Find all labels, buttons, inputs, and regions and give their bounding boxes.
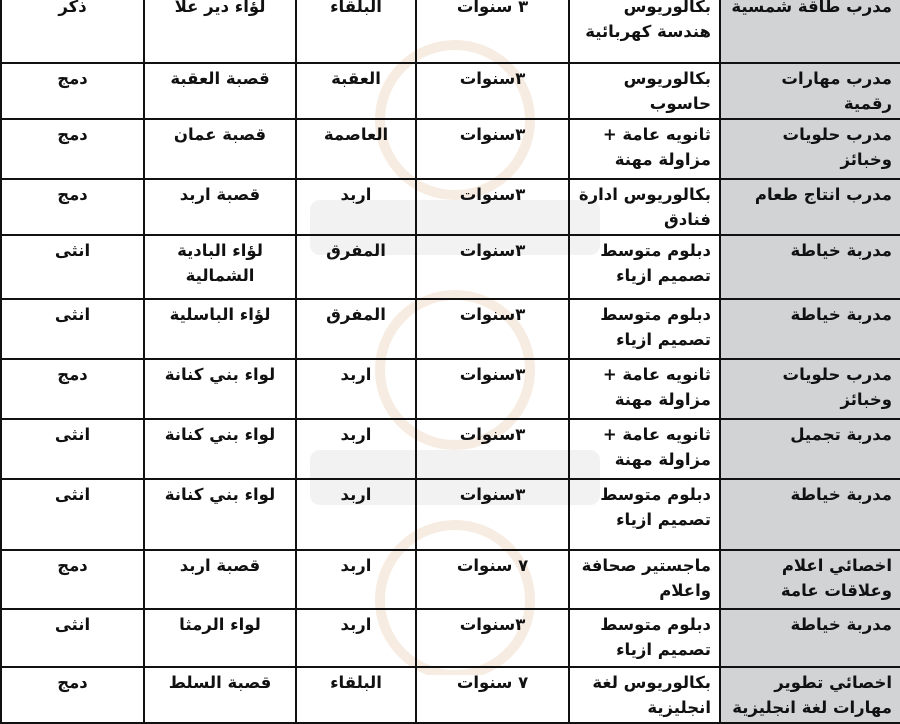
table-row (1, 609, 900, 667)
job-title-cell: مدربة تجميل (720, 419, 900, 479)
experience-cell: ٣سنوات (416, 119, 569, 179)
experience-cell: ٣سنوات (416, 63, 569, 119)
qualification-cell: دبلوم متوسط تصميم ازياء (569, 609, 720, 667)
table-row (1, 235, 900, 299)
table-row (1, 667, 900, 723)
job-title-cell: مدرب مهارات رقمية (720, 63, 900, 119)
table-row (1, 359, 900, 419)
governorate-cell: اربد (296, 609, 416, 667)
qualification-cell: بكالوريوس ادارة فنادق (569, 179, 720, 235)
gender-cell: انثى (1, 299, 144, 359)
experience-cell: ٣سنوات (416, 419, 569, 479)
experience-cell: ٣سنوات (416, 479, 569, 550)
governorate-cell: اربد (296, 550, 416, 609)
district-cell: قصبة اربد (144, 550, 296, 609)
district-cell: قصبة عمان (144, 119, 296, 179)
governorate-cell: العقبة (296, 63, 416, 119)
gender-cell: دمج (1, 550, 144, 609)
qualification-cell: بكالوريوس هندسة كهربائية (569, 0, 720, 63)
district-cell: لواء بني كنانة (144, 479, 296, 550)
gender-cell: ذكر (1, 0, 144, 63)
job-title-cell: اخصائي تطوير مهارات لغة انجليزية (720, 667, 900, 723)
table-row (1, 0, 900, 63)
experience-cell: ٣سنوات (416, 179, 569, 235)
experience-cell: ٣سنوات (416, 235, 569, 299)
table-row (1, 550, 900, 609)
gender-cell: دمج (1, 667, 144, 723)
job-title-cell: مدربة خياطة (720, 479, 900, 550)
table-row (1, 179, 900, 235)
governorate-cell: البلقاء (296, 667, 416, 723)
governorate-cell: العاصمة (296, 119, 416, 179)
experience-cell: ٧ سنوات (416, 550, 569, 609)
qualification-cell: دبلوم متوسط تصميم ازياء (569, 235, 720, 299)
table-row (1, 479, 900, 550)
governorate-cell: اربد (296, 479, 416, 550)
gender-cell: دمج (1, 119, 144, 179)
governorate-cell: المفرق (296, 235, 416, 299)
job-title-cell: مدربة خياطة (720, 609, 900, 667)
governorate-cell: البلقاء (296, 0, 416, 63)
district-cell: لواء الرمثا (144, 609, 296, 667)
experience-cell: ٧ سنوات (416, 667, 569, 723)
experience-cell: ٣سنوات (416, 359, 569, 419)
gender-cell: انثى (1, 419, 144, 479)
district-cell: قصبة اربد (144, 179, 296, 235)
district-cell: لؤاء دير علا (144, 0, 296, 63)
governorate-cell: اربد (296, 359, 416, 419)
qualification-cell: دبلوم متوسط تصميم ازياء (569, 479, 720, 550)
qualification-cell: ثانويه عامة + مزاولة مهنة (569, 359, 720, 419)
qualification-cell: بكالوريوس حاسوب (569, 63, 720, 119)
job-title-cell: مدرب انتاج طعام (720, 179, 900, 235)
qualification-cell: ثانويه عامة + مزاولة مهنة (569, 119, 720, 179)
table-row (1, 299, 900, 359)
job-title-cell: اخصائي اعلام وعلاقات عامة (720, 550, 900, 609)
district-cell: لؤاء البادية الشمالية (144, 235, 296, 299)
experience-cell: ٣سنوات (416, 299, 569, 359)
governorate-cell: اربد (296, 419, 416, 479)
table-row (1, 119, 900, 179)
gender-cell: دمج (1, 63, 144, 119)
experience-cell: ٣ سنوات (416, 0, 569, 63)
qualification-cell: ماجستير صحافة واعلام (569, 550, 720, 609)
gender-cell: انثى (1, 609, 144, 667)
experience-cell: ٣سنوات (416, 609, 569, 667)
table-row (1, 63, 900, 119)
district-cell: لواء بني كنانة (144, 359, 296, 419)
district-cell: قصبة العقبة (144, 63, 296, 119)
district-cell: لواء بني كنانة (144, 419, 296, 479)
district-cell: لؤاء الباسلية (144, 299, 296, 359)
qualification-cell: ثانويه عامة + مزاولة مهنة (569, 419, 720, 479)
district-cell: قصبة السلط (144, 667, 296, 723)
gender-cell: دمج (1, 179, 144, 235)
governorate-cell: اربد (296, 179, 416, 235)
job-title-cell: مدرب طاقة شمسية (720, 0, 900, 63)
job-title-cell: مدربة خياطة (720, 235, 900, 299)
job-title-cell: مدرب حلويات وخبائز (720, 359, 900, 419)
governorate-cell: المفرق (296, 299, 416, 359)
gender-cell: انثى (1, 479, 144, 550)
gender-cell: انثى (1, 235, 144, 299)
qualification-cell: دبلوم متوسط تصميم ازياء (569, 299, 720, 359)
job-title-cell: مدربة خياطة (720, 299, 900, 359)
gender-cell: دمج (1, 359, 144, 419)
job-title-cell: مدرب حلويات وخبائز (720, 119, 900, 179)
table-row (1, 419, 900, 479)
qualification-cell: بكالوريوس لغة انجليزية (569, 667, 720, 723)
